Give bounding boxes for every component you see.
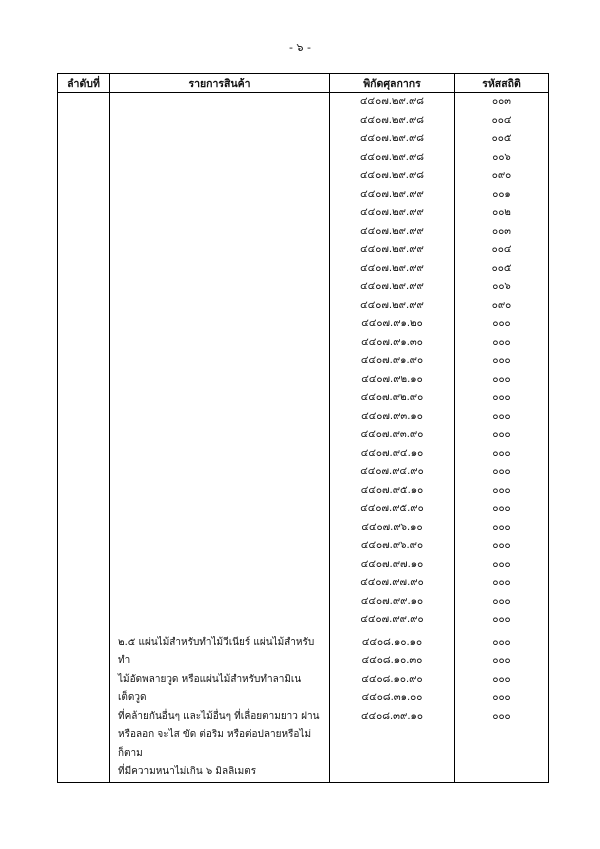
tariff-table xyxy=(57,73,549,783)
description-line: หรือลอก จะไส ขัด ต่อริม หรือต่อปลายหรือไม่ก็ตาม xyxy=(118,729,312,759)
hs-code-item: ๔๔๐๗.๙๙.๑๐ xyxy=(360,595,424,607)
section2-row xyxy=(58,630,549,783)
stat-code-item: ๐๐๐ xyxy=(492,692,511,703)
hs-code-item: ๔๔๐๗.๙๒.๙๐ xyxy=(360,392,424,403)
header-order: ลำดับที่ xyxy=(58,74,110,93)
stat-code-item: ๐๐๐ xyxy=(492,373,511,385)
hs-code-item: ๔๔๐๗.๒๙.๙๘ xyxy=(359,133,425,144)
section2-order-cell xyxy=(58,630,110,783)
hs-code-item: ๔๔๐๘.๑๐.๑๐ xyxy=(361,636,423,648)
hs-code-item: ๔๔๐๗.๙๗.๑๐ xyxy=(360,558,424,570)
stat-code-item: ๐๙๐ xyxy=(491,299,512,311)
hs-code-item: ๔๔๐๗.๒๙.๙๙ xyxy=(360,262,424,274)
hs-code-item: ๔๔๐๗.๙๗.๙๐ xyxy=(360,577,424,588)
hs-code-item: ๔๔๐๗.๙๓.๙๐ xyxy=(360,429,424,440)
section1-stat-cell xyxy=(455,93,549,630)
stat-code-item: ๐๐๐ xyxy=(492,447,511,459)
stat-code-item: ๐๐๐ xyxy=(492,392,511,403)
description-line: ที่คล้ายกันอื่นๆ และไม้อื่นๆ ที่เลื่อยตามยาว ฝาน xyxy=(118,710,320,722)
stat-code-item: ๐๐๐ xyxy=(492,410,511,422)
stat-code-item: ๐๐๔ xyxy=(491,244,512,255)
hs-code-item: ๔๔๐๗.๙๔.๙๐ xyxy=(360,466,424,477)
hs-code-item: ๔๔๐๗.๒๙.๙๘ xyxy=(359,96,425,107)
stat-code-item: ๐๐๐ xyxy=(492,577,511,588)
stat-code-item: ๐๐๕ xyxy=(491,133,512,144)
hs-code-item: ๔๔๐๗.๙๙.๙๐ xyxy=(360,614,424,625)
stat-code-item: ๐๐๐ xyxy=(492,595,511,607)
section1-stat-list xyxy=(455,93,548,630)
stat-code-item: ๐๐๐ xyxy=(492,355,511,366)
hs-code-item: ๔๔๐๗.๙๕.๙๐ xyxy=(360,503,424,514)
stat-code-item: ๐๐๐ xyxy=(492,503,511,514)
description-line: ๒.๕ แผ่นไม้สำหรับทำไม้วีเนียร์ แผ่นไม้สำหรับทำ xyxy=(118,636,315,666)
page-number: - ๖ - xyxy=(289,41,311,54)
stat-code-item: ๐๐๐ xyxy=(492,558,511,570)
stat-code-item: ๐๐๐ xyxy=(492,429,511,440)
hs-code-item: ๔๔๐๘.๓๑.๐๐ xyxy=(361,692,423,703)
stat-code-item: ๐๐๐ xyxy=(492,484,511,496)
description-line: ที่มีความหนาไม่เกิน ๖ มิลลิเมตร xyxy=(118,766,257,777)
description-line: ไม้อัดพลายวูด หรือแผ่นไม้สำหรับทำลามิเนเต็ดวูด xyxy=(118,673,302,703)
hs-code-item: ๔๔๐๗.๒๙.๙๙ xyxy=(360,225,424,237)
hs-code-item: ๔๔๐๗.๙๓.๑๐ xyxy=(361,410,423,422)
section1-hs-list xyxy=(330,93,454,630)
hs-code-item: ๔๔๐๗.๙๔.๑๐ xyxy=(360,447,424,459)
stat-code-item: ๐๐๓ xyxy=(491,96,512,107)
hs-code-item: ๔๔๐๘.๓๙.๑๐ xyxy=(361,710,423,722)
stat-code-item: ๐๐๐ xyxy=(492,318,511,329)
stat-code-item: ๐๐๐ xyxy=(492,466,511,477)
hs-code-item: ๔๔๐๗.๙๖.๑๐ xyxy=(361,521,423,533)
stat-code-item: ๐๙๐ xyxy=(491,170,512,181)
hs-code-item: ๔๔๐๗.๙๑.๙๐ xyxy=(360,355,424,366)
hs-code-item: ๔๔๐๗.๒๙.๙๙ xyxy=(360,244,424,255)
stat-code-item: ๐๐๐ xyxy=(492,614,511,625)
hs-code-item: ๔๔๐๗.๙๑.๓๐ xyxy=(361,336,423,348)
stat-code-item: ๐๐๖ xyxy=(492,281,511,292)
stat-code-item: ๐๐๒ xyxy=(492,207,511,218)
section2-stat-list xyxy=(455,634,548,727)
hs-code-item: ๔๔๐๗.๙๕.๑๐ xyxy=(360,484,424,496)
hs-code-item: ๔๔๐๗.๒๙.๙๙ xyxy=(360,207,424,218)
hs-code-item: ๔๔๐๗.๙๑.๒๐ xyxy=(361,318,423,329)
stat-code-item: ๐๐๑ xyxy=(492,188,511,200)
hs-code-item: ๔๔๐๗.๒๙.๙๘ xyxy=(359,151,425,163)
stat-code-item: ๐๐๔ xyxy=(491,114,512,126)
header-stat-code: รหัสสถิติ xyxy=(455,74,549,93)
section2-hs-list xyxy=(330,634,454,727)
section2-description xyxy=(110,630,329,782)
stat-code-item: ๐๐๐ xyxy=(492,655,511,666)
hs-code-item: ๔๔๐๗.๙๖.๙๐ xyxy=(360,540,424,551)
header-hs-code: พิกัดศุลกากร xyxy=(330,74,455,93)
section1-description-cell xyxy=(110,93,330,630)
stat-code-item: ๐๐๕ xyxy=(491,262,512,274)
hs-code-item: ๔๔๐๗.๙๒.๑๐ xyxy=(361,373,423,385)
hs-code-item: ๔๔๐๘.๑๐.๓๐ xyxy=(361,655,423,666)
hs-code-item: ๔๔๐๗.๒๙.๙๘ xyxy=(359,170,425,181)
header-description: รายการสินค้า xyxy=(110,74,330,93)
section2-description-cell xyxy=(110,630,330,783)
stat-code-item: ๐๐๓ xyxy=(491,225,512,237)
hs-code-item: ๔๔๐๗.๒๙.๙๙ xyxy=(360,281,424,292)
hs-code-item: ๔๔๐๗.๒๙.๙๙ xyxy=(360,188,424,200)
hs-code-item: ๔๔๐๗.๒๙.๙๙ xyxy=(360,299,424,311)
stat-code-item: ๐๐๐ xyxy=(492,710,511,722)
stat-code-item: ๐๐๖ xyxy=(492,151,511,163)
section2-stat-cell xyxy=(455,630,549,783)
table-header-row xyxy=(58,74,549,93)
stat-code-item: ๐๐๐ xyxy=(492,521,511,533)
stat-code-item: ๐๐๐ xyxy=(492,540,511,551)
section1-row xyxy=(58,93,549,630)
stat-code-item: ๐๐๐ xyxy=(492,336,511,348)
hs-code-item: ๔๔๐๘.๑๐.๙๐ xyxy=(361,673,423,685)
section1-hs-cell xyxy=(330,93,455,630)
section2-hs-cell xyxy=(330,630,455,783)
stat-code-item: ๐๐๐ xyxy=(492,673,511,685)
hs-code-item: ๔๔๐๗.๒๙.๙๘ xyxy=(359,114,425,126)
section1-order-cell xyxy=(58,93,110,630)
stat-code-item: ๐๐๐ xyxy=(492,636,511,648)
